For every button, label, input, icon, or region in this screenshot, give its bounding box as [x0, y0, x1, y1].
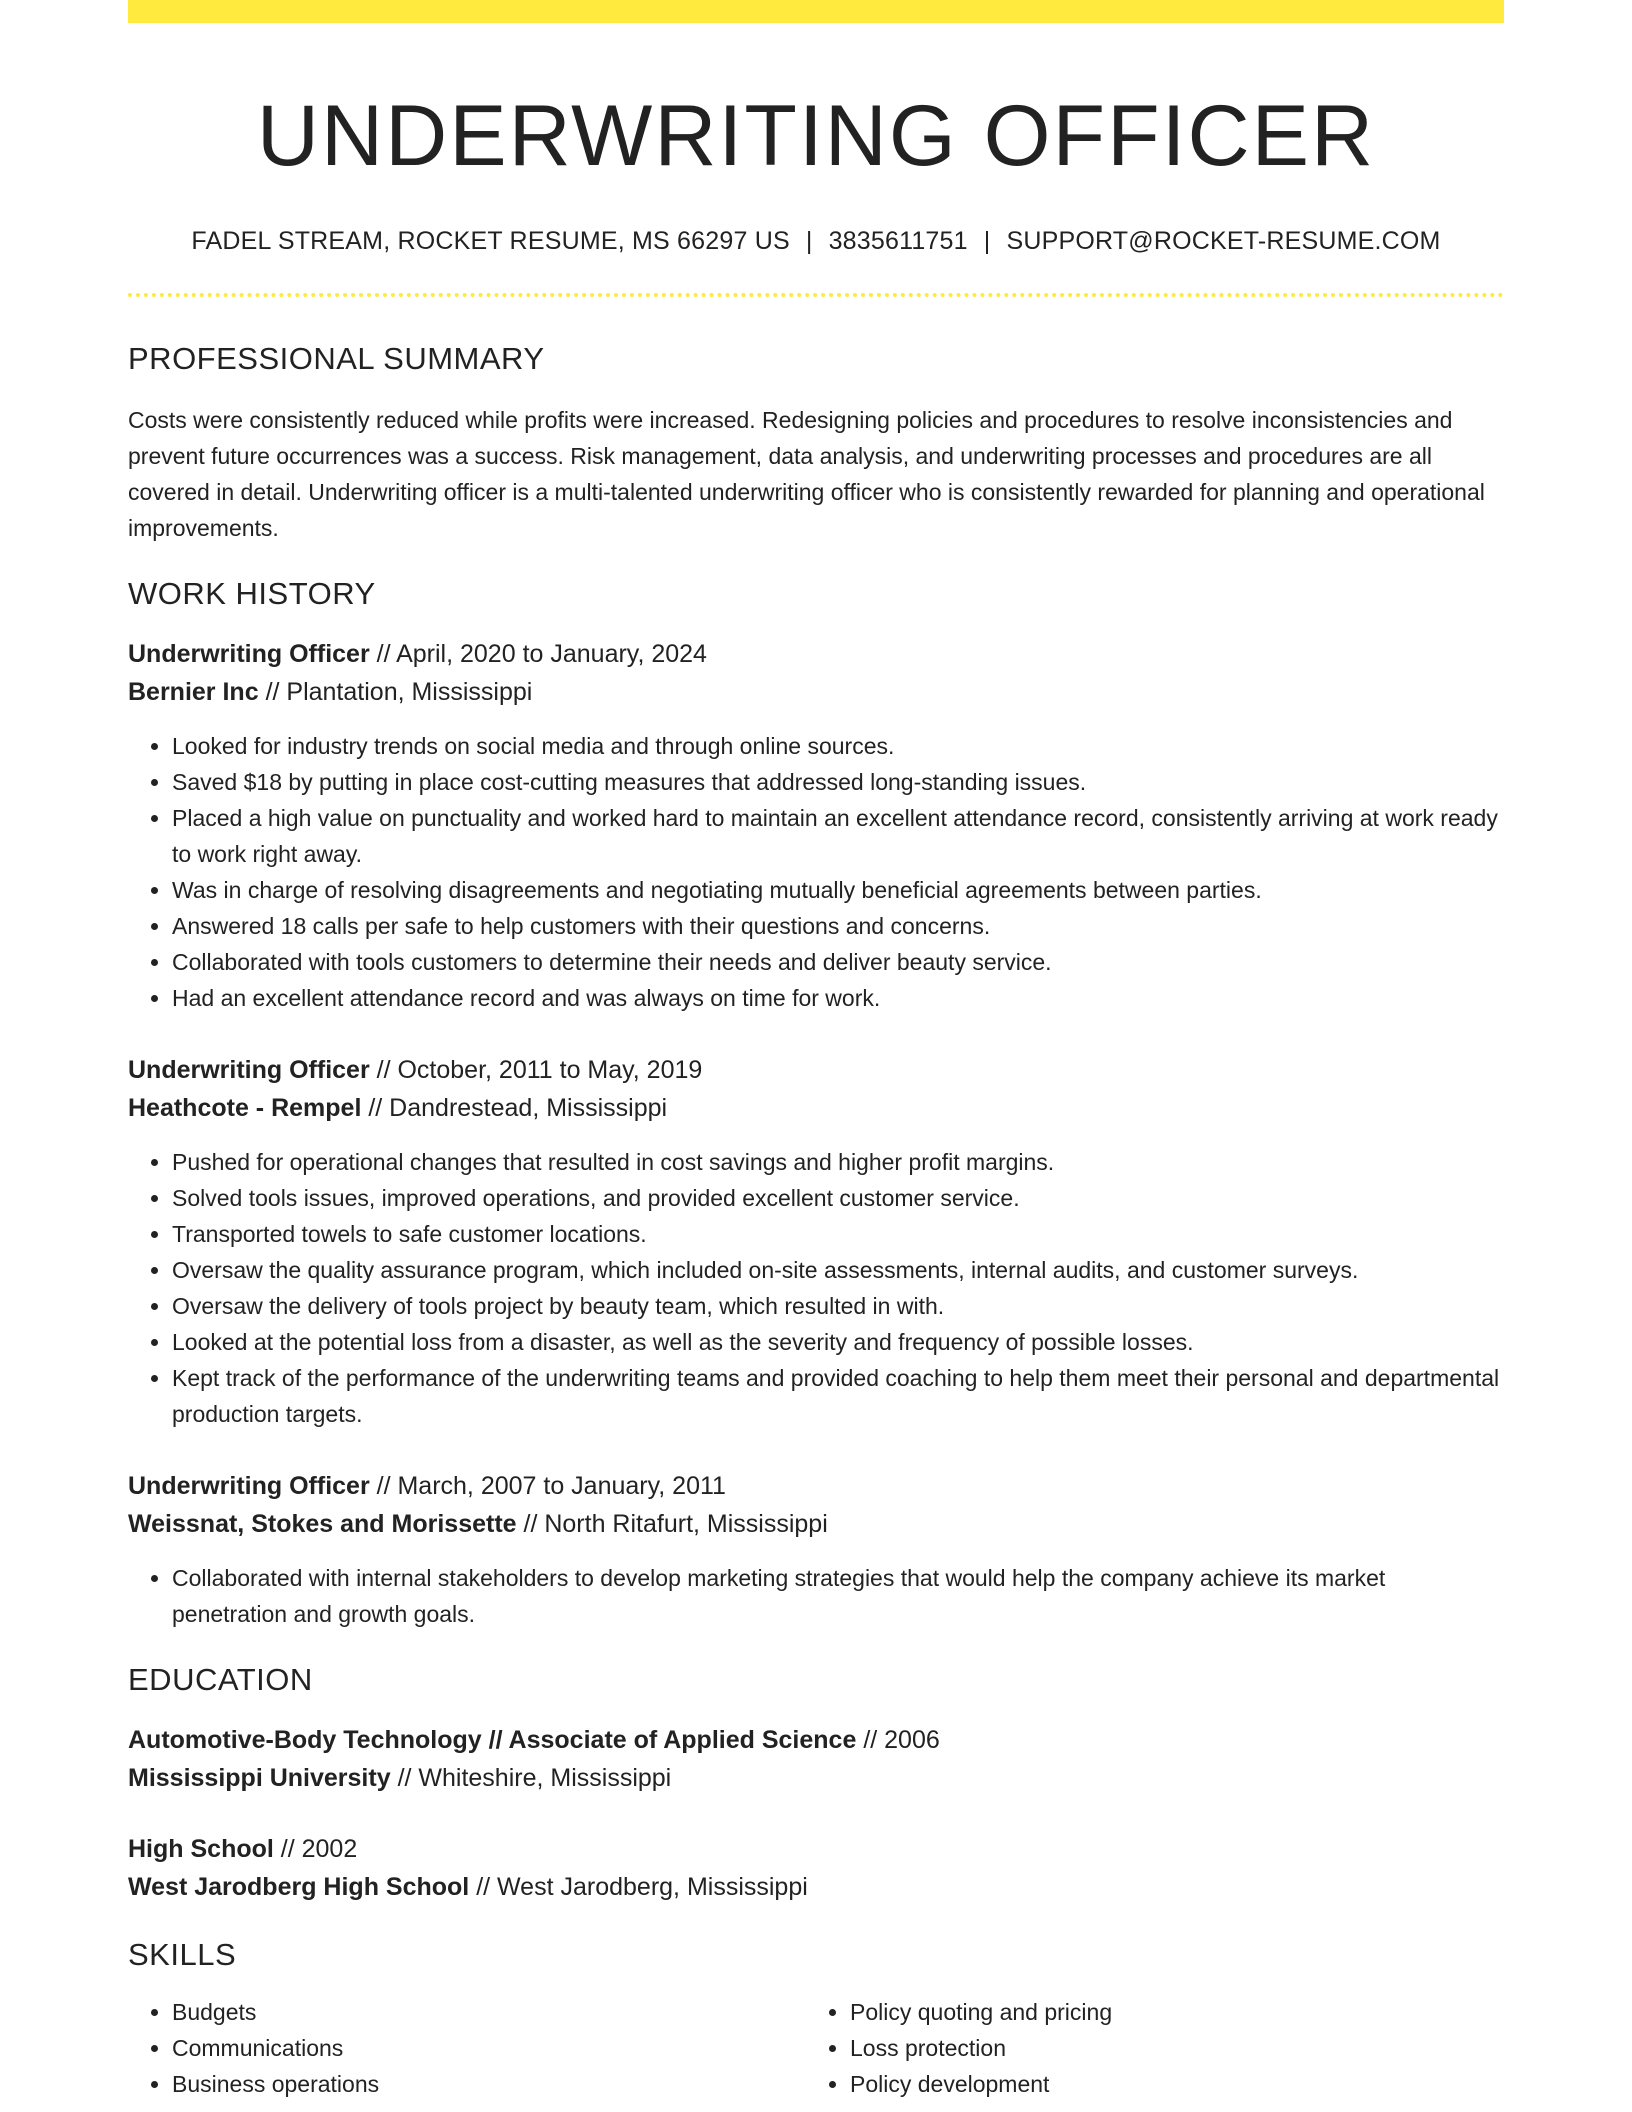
education-degree-line: [128, 1830, 1504, 1868]
job-bullet: • Solved tools issues, improved operations, and provided excellent customer service.: [172, 1180, 1504, 1216]
job-dates: // April, 2020 to January, 2024: [376, 640, 707, 668]
skill-item: • Communications: [172, 2030, 806, 2066]
skill-item: • Policy development: [850, 2066, 1460, 2102]
skill-item: • Business operations: [172, 2066, 806, 2102]
job-bullet: • Collaborated with tools customers to determine their needs and deliver beauty service.: [172, 944, 1504, 980]
job-bullet: • Oversaw the quality assurance program, which included on-site assessments, internal audits, and customer surveys.: [172, 1252, 1504, 1288]
education-school: Mississippi University: [128, 1764, 391, 1792]
job-bullet: • Answered 18 calls per safe to help customers with their questions and concerns.: [172, 908, 1504, 944]
job-bullets: [128, 728, 1504, 1016]
education-degree: Automotive-Body Technology // Associate of Applied Science: [128, 1726, 857, 1754]
skill-item: • Policy quoting and pricing: [850, 1994, 1460, 2030]
contact-phone: 3835611751: [828, 227, 968, 255]
education-degree: High School: [128, 1835, 274, 1863]
dotted-divider: [128, 293, 1504, 297]
job-bullet: • Kept track of the performance of the underwriting teams and provided coaching to help them meet their personal and departmental production targets.: [172, 1360, 1504, 1432]
job-bullet: • Looked at the potential loss from a disaster, as well as the severity and frequency of possible losses.: [172, 1324, 1504, 1360]
job-entry: [128, 635, 1504, 1016]
contact-separator: |: [983, 227, 991, 255]
job-bullet: • Saved $18 by putting in place cost-cutting measures that addressed long-standing issues.: [172, 764, 1504, 800]
job-bullets: [128, 1144, 1504, 1432]
skill-item: • Loss protection: [850, 2030, 1460, 2066]
education-degree-line: [128, 1721, 1504, 1759]
skills-list: [128, 1994, 1504, 2102]
resume-page: [128, 0, 1504, 2102]
contact-separator: |: [805, 227, 813, 255]
education-location: // West Jarodberg, Mississippi: [476, 1873, 808, 1901]
job-company-line: [128, 673, 1504, 711]
job-bullet: • Transported towels to safe customer locations.: [172, 1216, 1504, 1252]
education-school-line: [128, 1868, 1504, 1906]
job-role-line: [128, 1051, 1504, 1089]
job-bullet: • Looked for industry trends on social media and through online sources.: [172, 728, 1504, 764]
contact-email: SUPPORT@ROCKET-RESUME.COM: [1006, 227, 1441, 255]
education-entry: [128, 1721, 1504, 1797]
contact-address: FADEL STREAM, ROCKET RESUME, MS 66297 US: [191, 227, 790, 255]
job-bullet: • Was in charge of resolving disagreements and negotiating mutually beneficial agreements between parties.: [172, 872, 1504, 908]
job-company-line: [128, 1505, 1504, 1543]
skills-heading: SKILLS: [128, 1937, 237, 1972]
job-bullet: • Had an excellent attendance record and was always on time for work.: [172, 980, 1504, 1016]
skill-item: • Budgets: [172, 1994, 806, 2030]
education-entry: [128, 1830, 1504, 1906]
job-role-line: [128, 635, 1504, 673]
education-heading: EDUCATION: [128, 1662, 313, 1697]
job-company: Bernier Inc: [128, 678, 259, 706]
education-school-line: [128, 1759, 1504, 1797]
job-entry: [128, 1051, 1504, 1432]
job-company: Weissnat, Stokes and Morissette: [128, 1510, 517, 1538]
job-dates: // October, 2011 to May, 2019: [376, 1056, 703, 1084]
job-entry: [128, 1467, 1504, 1632]
job-role: Underwriting Officer: [128, 1056, 370, 1084]
job-bullets: [128, 1560, 1504, 1632]
summary-heading: PROFESSIONAL SUMMARY: [128, 341, 545, 376]
job-role: Underwriting Officer: [128, 640, 370, 668]
education-year: // 2002: [280, 1835, 358, 1863]
education-year: // 2006: [863, 1726, 940, 1754]
job-role-line: [128, 1467, 1504, 1505]
job-location: // Dandrestead, Mississippi: [368, 1094, 668, 1122]
job-location: // Plantation, Mississippi: [265, 678, 533, 706]
job-bullet: • Collaborated with internal stakeholders to develop marketing strategies that would help the company achieve its market penetration and growth goals.: [172, 1560, 1504, 1632]
accent-bar: [128, 0, 1504, 23]
job-bullet: • Oversaw the delivery of tools project by beauty team, which resulted in with.: [172, 1288, 1504, 1324]
education-location: // Whiteshire, Mississippi: [397, 1764, 672, 1792]
contact-line: [128, 226, 1504, 256]
job-dates: // March, 2007 to January, 2011: [376, 1472, 726, 1500]
job-company-line: [128, 1089, 1504, 1127]
skills-column-right: [806, 1994, 1460, 2102]
job-bullet: • Placed a high value on punctuality and worked hard to maintain an excellent attendance record, consistently arriving at work ready to work right away.: [172, 800, 1504, 872]
skills-column-left: [128, 1994, 806, 2102]
job-company: Heathcote - Rempel: [128, 1094, 362, 1122]
job-role: Underwriting Officer: [128, 1472, 370, 1500]
job-location: // North Ritafurt, Mississippi: [523, 1510, 828, 1538]
resume-title: UNDERWRITING OFFICER: [256, 88, 1376, 184]
summary-text: Costs were consistently reduced while profits were increased. Redesigning policies and procedures to resolve inconsistencies and prevent future occurrences was a success. Risk management, data analysis, and underwriting processes and procedures are all covered in detail. Underwriting officer is a multi-talented underwriting officer who is consistently rewarded for planning and operational improvements.: [128, 407, 1485, 541]
work-history-heading: WORK HISTORY: [128, 576, 376, 611]
education-school: West Jarodberg High School: [128, 1873, 470, 1901]
job-bullet: • Pushed for operational changes that resulted in cost savings and higher profit margins.: [172, 1144, 1504, 1180]
